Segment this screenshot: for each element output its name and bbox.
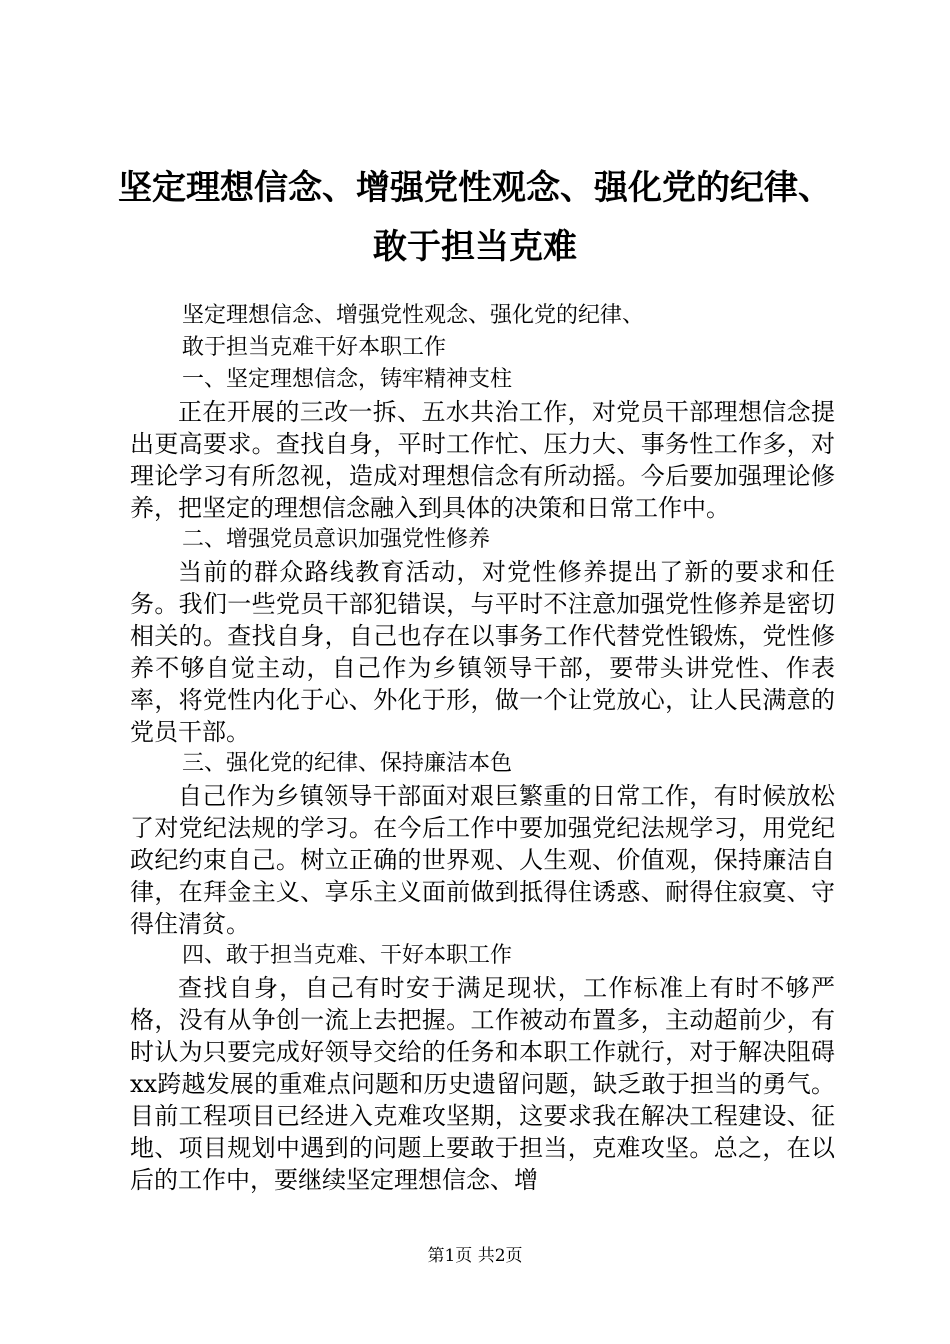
body-paragraph-4: 查找自身，自己有时安于满足现状，工作标准上有时不够严格，没有从争创一流上去把握。工作被动布置多，主动超前少，有时认为只要完成好领导交给的任务和本职工作就行，对于解决阻碍xx跨越发展的重难点问题和历史遗留问题，缺乏敢于担当的勇气。目前工程项目已经进入克难攻坚期，这要求我在解决工程建设、征地、项目规划中遇到的问题上要敢于担当，克难攻坚。总之，在以后的工作中，要继续坚定理想信念、增	[130, 974, 835, 1194]
section-heading-4: 四、敢于担当克难、干好本职工作	[182, 943, 513, 968]
document-title-line-2: 敢于担当克难	[373, 227, 577, 267]
section-heading-3: 三、强化党的纪律、保持廉洁本色	[182, 751, 513, 776]
subtitle-line-2: 敢于担当克难干好本职工作	[182, 335, 447, 360]
document-body	[130, 300, 835, 1196]
page-number-footer: 第1页 共2页	[427, 1246, 523, 1266]
subtitle-line-1: 坚定理想信念、增强党性观念、强化党的纪律、	[182, 303, 645, 328]
document-title-line-1: 坚定理想信念、增强党性观念、强化党的纪律、	[118, 168, 832, 208]
body-paragraph-2: 当前的群众路线教育活动，对党性修养提出了新的要求和任务。我们一些党员干部犯错误，与平时不注意加强党性修养是密切相关的。查找自身，自己也存在以事务工作代替党性锻炼，党性修养不够自觉主动，自己作为乡镇领导干部，要带头讲党性、作表率，将党性内化于心、外化于形，做一个让党放心，让人民满意的党员干部。	[130, 558, 835, 746]
section-heading-2: 二、增强党员意识加强党性修养	[182, 527, 491, 552]
body-paragraph-1: 正在开展的三改一拆、五水共治工作，对党员干部理想信念提出更高要求。查找自身，平时工作忙、压力大、事务性工作多，对理论学习有所忽视，造成对理想信念有所动摇。今后要加强理论修养，把坚定的理想信念融入到具体的决策和日常工作中。	[130, 398, 835, 522]
section-heading-1: 一、坚定理想信念，铸牢精神支柱	[182, 367, 513, 392]
body-paragraph-3: 自己作为乡镇领导干部面对艰巨繁重的日常工作，有时候放松了对党纪法规的学习。在今后工作中要加强党纪法规学习，用党纪政纪约束自己。树立正确的世界观、人生观、价值观，保持廉洁自律，在拜金主义、享乐主义面前做到抵得住诱惑、耐得住寂寞、守得住清贫。	[130, 782, 835, 938]
